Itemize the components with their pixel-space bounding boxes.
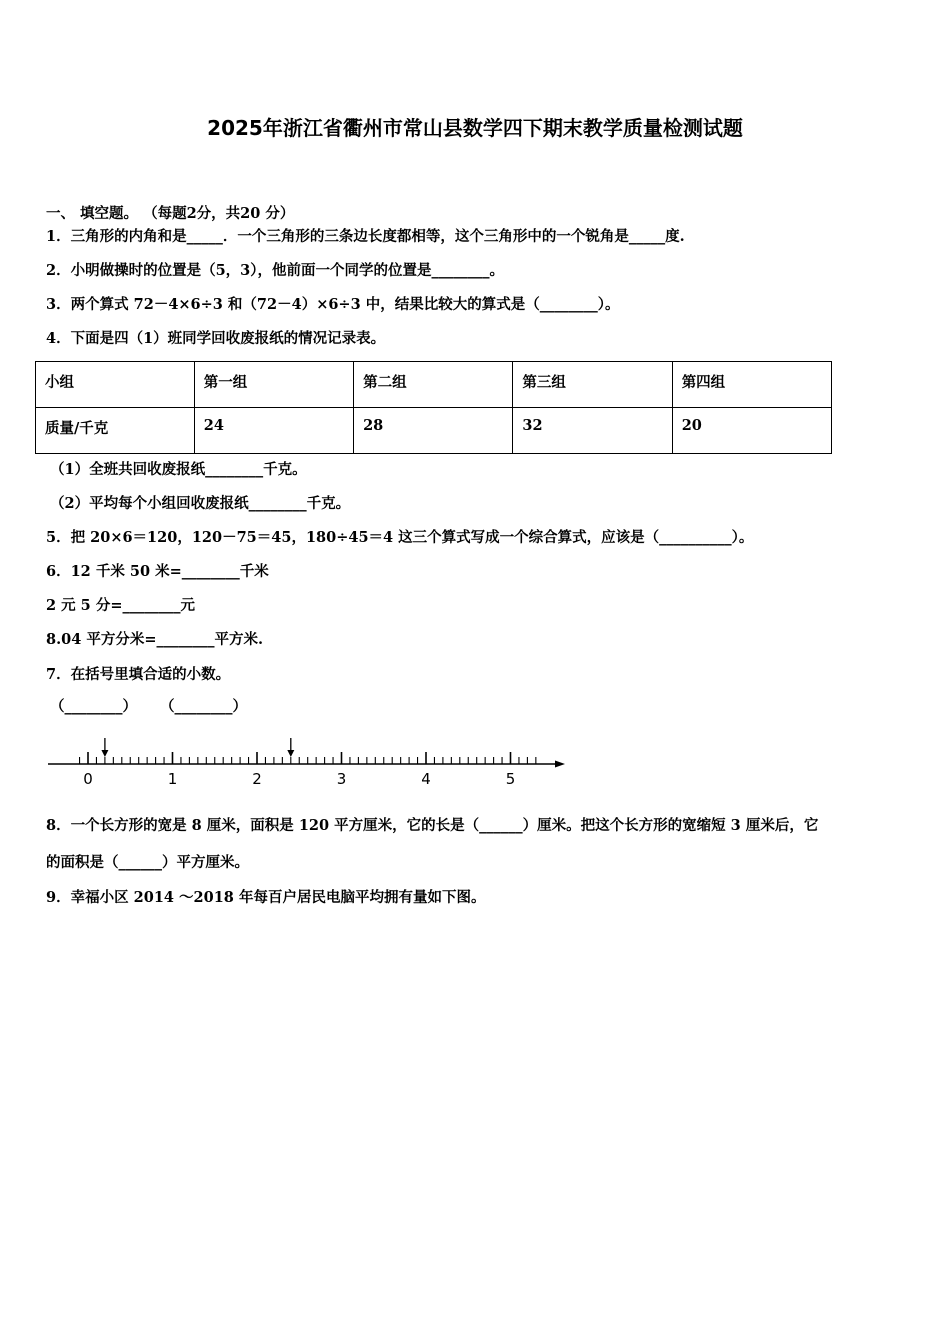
page-title: 2025年浙江省衢州市常山县数学四下期末教学质量检测试题 xyxy=(207,116,743,140)
table-cell: 质量/千克 xyxy=(36,408,195,454)
table-cell: 32 xyxy=(513,408,672,454)
question-3: 3．两个算式 72－4×6÷3 和（72－4）×6÷3 中，结果比较大的算式是（________）。 xyxy=(46,296,620,313)
section-heading: 一、 填空题。 （每题2分，共20 分） xyxy=(46,205,295,222)
table-cell: 28 xyxy=(354,408,513,454)
question-6a: 6．12 千米 50 米=________千米 xyxy=(46,563,269,580)
number-line xyxy=(46,738,576,790)
question-4: 4．下面是四（1）班同学回收废报纸的情况记录表。 xyxy=(46,330,386,347)
tick-label: 0 xyxy=(83,770,93,788)
number-line-labels xyxy=(83,770,515,788)
table-cell: 第四组 xyxy=(672,362,831,408)
question-6c: 8.04 平方分米=________平方米. xyxy=(46,631,264,648)
question-2: 2．小明做操时的位置是（5，3），他前面一个同学的位置是________。 xyxy=(46,262,505,279)
table-cell: 24 xyxy=(194,408,353,454)
question-8-line-1: 8．一个长方形的宽是 8 厘米，面积是 120 平方厘米，它的长是（______）厘米。把这个长方形的宽缩短 3 厘米后，它 xyxy=(46,817,819,834)
table-cell: 第三组 xyxy=(513,362,672,408)
table-row xyxy=(36,408,832,454)
table-cell: 第二组 xyxy=(354,362,513,408)
question-7-blanks: （________） （________） xyxy=(50,698,248,715)
number-line-ticks xyxy=(48,752,565,768)
question-7: 7．在括号里填合适的小数。 xyxy=(46,666,231,683)
tick-label: 3 xyxy=(336,770,347,788)
table-cell: 小组 xyxy=(36,362,195,408)
question-1: 1．三角形的内角和是_____．一个三角形的三条边长度都相等，这个三角形中的一个锐角是_____度. xyxy=(46,228,685,245)
table-cell: 第一组 xyxy=(194,362,353,408)
tick-label: 1 xyxy=(167,770,178,788)
down-arrow-icon xyxy=(101,738,108,757)
table-cell: 20 xyxy=(672,408,831,454)
record-table xyxy=(35,361,832,454)
tick-label: 2 xyxy=(252,770,262,788)
tick-label: 5 xyxy=(505,770,516,788)
question-9: 9．幸福小区 2014 ～2018 年每百户居民电脑平均拥有量如下图。 xyxy=(46,889,486,906)
question-8-line-2: 的面积是（______）平方厘米。 xyxy=(46,854,249,871)
question-4-part-1: （1）全班共回收废报纸________千克。 xyxy=(50,461,307,478)
table-header-row xyxy=(36,362,832,408)
question-4-part-2: （2）平均每个小组回收废报纸________千克。 xyxy=(50,495,351,512)
down-arrow-icon xyxy=(287,738,294,757)
number-line-arrows xyxy=(101,738,294,757)
tick-label: 4 xyxy=(421,770,431,788)
number-line-arrowhead xyxy=(555,761,565,768)
question-5: 5．把 20×6＝120，120－75＝45，180÷45＝4 这三个算式写成一个综合算式，应该是（__________）。 xyxy=(46,529,754,546)
question-6b: 2 元 5 分=________元 xyxy=(46,597,195,614)
